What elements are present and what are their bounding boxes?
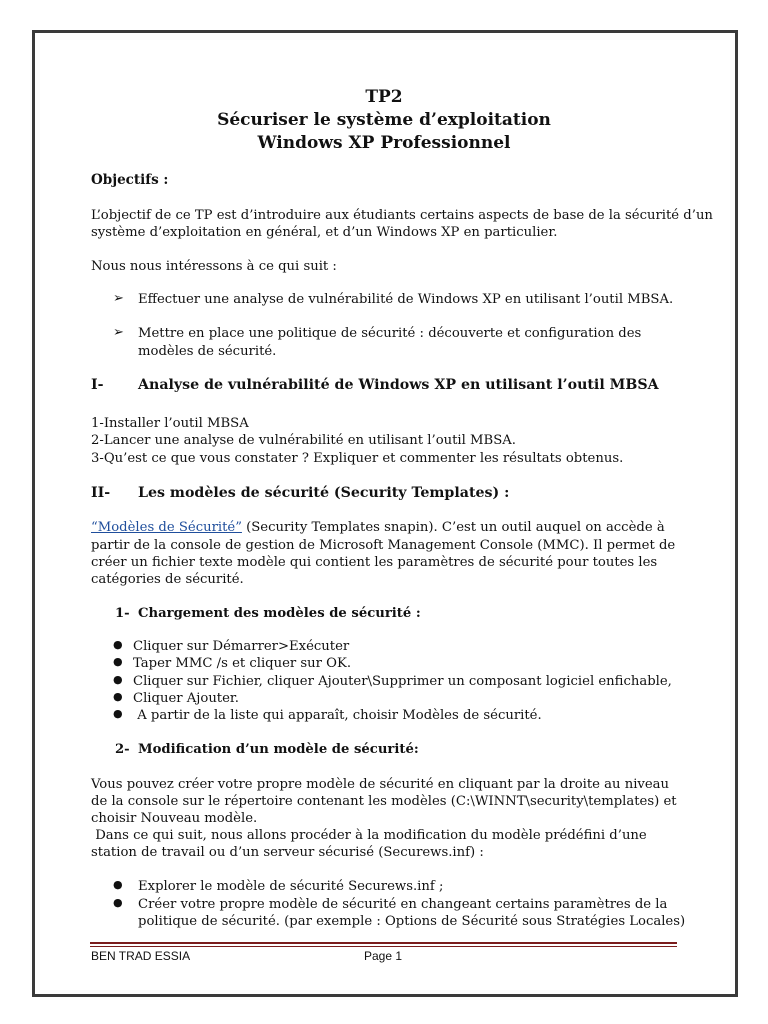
sub2-bullet-1: Explorer le modèle de sécurité Securews.inf ; (138, 879, 444, 894)
para-3-line-2: de la console sur le répertoire contenant les modèles (C:\WINNT\security\templates) et (91, 794, 677, 809)
dot-bullet-icon: ● (113, 673, 123, 686)
section-2-line-1-rest: (Security Templates snapin). C’est un outil auquel on accède à (241, 520, 665, 535)
subsection-2-title: Modification d’un modèle de sécurité: (138, 742, 419, 757)
sub1-bullet-1: Cliquer sur Démarrer>Exécuter (133, 639, 350, 654)
sub1-bullet-3: Cliquer sur Fichier, cliquer Ajouter\Supprimer un composant logiciel enfichable, (133, 674, 672, 689)
footer-rule (90, 942, 677, 944)
step-2: 2-Lancer une analyse de vulnérabilité en utilisant l’outil MBSA. (91, 433, 516, 448)
doc-title-main: Sécuriser le système d’exploitation (217, 110, 551, 130)
para-3-line-3: choisir Nouveau modèle. (91, 811, 258, 826)
subsection-2-number: 2- (115, 742, 130, 757)
section-2-title: Les modèles de sécurité (Security Templates) : (138, 485, 510, 501)
sub1-bullet-4: Cliquer Ajouter. (133, 691, 239, 706)
section-2-line-4: catégories de sécurité. (91, 572, 244, 587)
para-3-line-4: Dans ce qui suit, nous allons procéder à la modification du modèle prédéfini d’une (91, 828, 647, 843)
dot-bullet-icon: ● (113, 707, 123, 720)
arrow-bullet-icon: ➢ (113, 291, 124, 306)
sub1-bullet-5: A partir de la liste qui apparaît, choisir Modèles de sécurité. (133, 708, 542, 723)
dot-bullet-icon: ● (113, 896, 123, 909)
section-2-line-3: créer un fichier texte modèle qui contient les paramètres de sécurité pour toutes les (91, 555, 658, 570)
sub2-bullet-2-line-2: politique de sécurité. (par exemple : Options de Sécurité sous Stratégies Locales) (138, 914, 686, 929)
section-1-title: Analyse de vulnérabilité de Windows XP en utilisant l’outil MBSA (138, 377, 659, 393)
objectifs-heading: Objectifs : (91, 172, 169, 188)
section-1-number: I- (91, 377, 104, 393)
section-2-number: II- (91, 485, 111, 501)
intro-line-3: Nous nous intéressons à ce qui suit : (91, 259, 337, 274)
step-1: 1-Installer l’outil MBSA (91, 416, 249, 431)
dot-bullet-icon: ● (113, 638, 123, 651)
footer-page-number: Page 1 (364, 949, 403, 963)
section-2-line-2: partir de la console de gestion de Microsoft Management Console (MMC). Il permet de (91, 538, 676, 553)
para-3-line-1: Vous pouvez créer votre propre modèle de sécurité en cliquant par la droite au niveau (91, 777, 670, 792)
intro-line-1: L’objectif de ce TP est d’introduire aux étudiants certains aspects de base de la sécurité d’un (91, 208, 713, 223)
arrow-bullet-icon: ➢ (113, 325, 124, 340)
arrow-item-2-line-1: Mettre en place une politique de sécurité : découverte et configuration des (138, 326, 642, 341)
step-3: 3-Qu’est ce que vous constater ? Expliquer et commenter les résultats obtenus. (91, 451, 624, 466)
dot-bullet-icon: ● (113, 878, 123, 891)
subsection-1-title: Chargement des modèles de sécurité : (138, 606, 421, 621)
footer-rule-thin (90, 946, 677, 947)
doc-title-tp: TP2 (365, 87, 403, 107)
doc-title-sub: Windows XP Professionnel (257, 133, 511, 153)
section-2-line-1 (91, 519, 768, 536)
modeles-securite-link[interactable]: “Modèles de Sécurité” (91, 520, 242, 535)
dot-bullet-icon: ● (113, 690, 123, 703)
para-3-line-5: station de travail ou d’un serveur sécurisé (Securews.inf) : (91, 845, 484, 860)
sub1-bullet-2: Taper MMC /s et cliquer sur OK. (133, 656, 352, 671)
intro-line-2: système d’exploitation en général, et d’un Windows XP en particulier. (91, 225, 558, 240)
subsection-1-number: 1- (115, 606, 130, 621)
sub2-bullet-2-line-1: Créer votre propre modèle de sécurité en changeant certains paramètres de la (138, 897, 668, 912)
dot-bullet-icon: ● (113, 655, 123, 668)
arrow-item-1: Effectuer une analyse de vulnérabilité de Windows XP en utilisant l’outil MBSA. (138, 292, 674, 307)
footer-author: BEN TRAD ESSIA (91, 949, 191, 963)
arrow-item-2-line-2: modèles de sécurité. (138, 344, 277, 359)
